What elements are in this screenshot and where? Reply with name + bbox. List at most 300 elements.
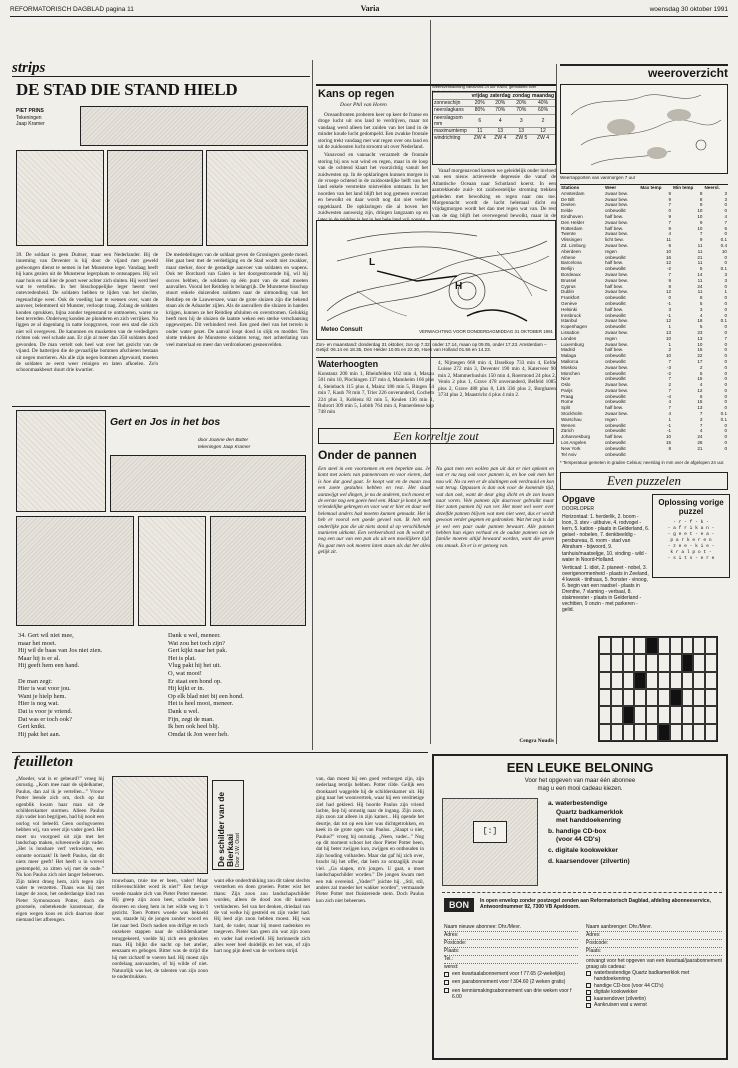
form-field[interactable] — [586, 940, 722, 948]
form-option-checkbox[interactable] — [444, 979, 578, 985]
weer-value: zwaar bew. — [605, 219, 628, 225]
weer-value: 24 — [697, 434, 703, 440]
puzzel-cell[interactable] — [611, 654, 623, 671]
beloning-gift-list — [548, 800, 724, 888]
solution-line: - a f r i k a n - — [667, 526, 715, 531]
weer-value: zwaar bew. — [605, 289, 628, 295]
form-option-checkbox[interactable] — [586, 1002, 722, 1008]
pressure-map: H L Meteo Consult VERWACHTING VOOR DONDERDAGMIDDAG 31 OKTOBER 1991 — [316, 220, 556, 340]
form-field-label: Plaats: — [586, 948, 602, 954]
form-left-title[interactable]: Naam nieuwe abonnee: Dhr./Mevr. — [444, 924, 578, 932]
weer-value: 9 — [668, 225, 672, 231]
puzzel-cell[interactable] — [682, 724, 694, 741]
pressure-map-drawing — [317, 221, 555, 339]
weer-station: Warschau — [561, 416, 582, 422]
puzzel-cell[interactable] — [682, 689, 694, 706]
weer-value: 4 — [668, 411, 672, 417]
weer-value: onbewolkt — [605, 376, 626, 382]
column-divider-1 — [312, 60, 313, 750]
weer-value: 0.1 — [720, 411, 727, 417]
weer-value: onbewolkt — [605, 428, 626, 434]
weer-value: 0 — [724, 208, 727, 214]
weer-station: Nice — [561, 376, 571, 382]
weer-value: zwaar bew. — [605, 329, 628, 335]
weer-value: zwaar bew. — [605, 202, 628, 208]
beloning-subtitle2: mag u een mooi cadeau kiezen. — [537, 786, 623, 792]
puzzel-solution-grid — [653, 520, 729, 562]
poem-line: Dat is voor je vriend. — [18, 707, 73, 715]
weer-value: 10 — [721, 248, 727, 254]
comic2-panel-5 — [210, 516, 306, 626]
weer-value: 15 — [665, 440, 672, 446]
puzzel-cell[interactable] — [599, 706, 611, 723]
weer-station: Istanbul — [561, 318, 578, 324]
forecast-day: vrijdag — [471, 93, 488, 99]
puzzel-cell[interactable] — [623, 654, 635, 671]
gift-item: (voor 44 CD's) — [556, 836, 601, 844]
weer-value: 0 — [724, 254, 727, 260]
puzzel-cell[interactable] — [611, 689, 623, 706]
forecast-header-row — [433, 93, 555, 100]
weer-value: 4 — [724, 213, 727, 219]
weer-value: 4 — [699, 428, 703, 434]
weer-value: -1 — [667, 312, 672, 318]
solution-line: p a r k e r e n — [670, 538, 712, 543]
comic2-panel-3 — [16, 516, 134, 626]
form-field[interactable] — [586, 948, 722, 956]
weer-value: 0 — [724, 324, 727, 330]
weer-value: 3 — [699, 306, 703, 312]
puzzel-cell[interactable] — [705, 637, 717, 654]
puzzel-cell[interactable] — [599, 724, 611, 741]
forecast-value: ZW 4 — [531, 135, 555, 142]
weer-value: 7 — [668, 219, 672, 225]
forecast-value: 12 — [531, 128, 555, 135]
form-field[interactable] — [444, 948, 578, 956]
weer-value: 10 — [697, 225, 703, 231]
weer-value: onbewolkt — [605, 445, 626, 451]
beloning-box — [432, 754, 728, 1060]
weer-value: half bew. — [605, 283, 624, 289]
puzzel-cell[interactable] — [646, 706, 658, 723]
weer-value: 11 — [697, 289, 703, 295]
weer-value: 7 — [668, 387, 672, 393]
puzzel-cell[interactable] — [658, 672, 670, 689]
weer-value: half bew. — [605, 225, 624, 231]
weer-value: 21 — [697, 445, 703, 451]
weer-header-cell: Weer — [605, 185, 617, 190]
comic2-poem-right — [168, 632, 308, 742]
issue-date: woensdag 30 oktober 1991 — [649, 6, 728, 13]
pressure-map-logo: Meteo Consult — [321, 327, 363, 333]
puzzel-cell[interactable] — [658, 637, 670, 654]
weer-station: Cyprus — [561, 283, 576, 289]
forecast-row-label: neerslagkans — [433, 107, 471, 114]
weer-value: 0 — [724, 440, 727, 446]
puzzel-cell[interactable] — [646, 724, 658, 741]
weer-value: onbewolkt — [605, 393, 626, 399]
forecast-row-label: maximumtemp — [433, 128, 471, 135]
weer-value: onbewolkt — [605, 440, 626, 446]
weer-value: zwaar bew. — [605, 364, 628, 370]
puzzel-cell[interactable] — [670, 689, 682, 706]
feuilleton-col1: „Moeder, wat is er gebeurd?” vroeg hij onrustig. „Kom mee naar de sijdelkamer, Paulus, dan zal ik je vertellen...” Vrouw Potter leende zich om, doch op dat ogenblik kwam haar man uit de schilderskamer stormen. Alleen Paulus zijn vader kon begrijpen, had hij nooit een oorlog vol beleefd. Geen oorlogvoeren hebben wij, van weer zijn vader goed. Het moet nu voorgoed uit zijn met het landschap maken, schreeuwde zijn vader. „Het is lonsbare verf verkwisten, een onnutte oorzaak! Ik heeft Paulus, dat dit niets meer geeft! Het heeft u in wrevel gestempeld, zo zitten wij met de oude.” Nu kon Paulus zich niet langer beheersen. Zijn talent droeg hem, zich tegen zijn vader te verzetten. Thans was hij met langer de zoon, het onderdanige kind van Pieter Symonszoon Potter, doch de grootsele, onbetekende kunstenaar, die eigen wegen koos en zich daarvan door niemand liet afbrengen. — [16, 776, 104, 923]
beloning-subtitle1: Voor het opgeven van maar één abonnee — [524, 778, 636, 784]
weer-value: 8 — [668, 242, 672, 248]
feuilleton-col4: van, dan moest hij een goed verborgen zijn, zijn nederlaag terstijs hebben. Potter rilde. Gelijk een dronkaard waggelde hij de schilderskamer uit. Hij ging naar het woonvertrek, waar hij een verdrietige ziel had gekleed. Hij hoorde Paulus zijn vriend lachte, liep hij onrustig naar de ingang. Zijn zoon, zijn zoon zat alleen in zijn kamer... Hij opende het deurtje, dat tot op een kier was dichtgetrokken, en keek in de grote ogen van Paulus. „Slaapt u niet, Paulus?” vroeg hij onrustig. „Neen, vader...” Nog op dit moment schoot het door Pieter Potter heen, dat hij beter zwijgen kon, zwijgen en onthouden in zijn houding volharden. Maar dat gaf hij zich over, bracht hij het offer, dat hem zo ontzaglijk zwaar viel. „Ga slapen, m'n jongen. U gaat, u moet landschapschilder worden.” De jongen kwam met een ruk overeind. „Vader!” juichte hij. „Stil, stil, anders zal moeder het wakker worden”, vermaande Pieter Potter met fluisterende stem. Doch Paulus kon zich niet beheersen. — [316, 776, 424, 904]
weer-station: Aberdeen — [561, 248, 581, 254]
weer-value: zwaar bew. — [605, 411, 628, 417]
puzzel-cell[interactable] — [611, 724, 623, 741]
poem-line: Dank u wel, meneer. — [168, 632, 221, 639]
puzzel-cell[interactable] — [670, 672, 682, 689]
weer-station: Moskou — [561, 364, 578, 370]
puzzel-cell[interactable] — [705, 724, 717, 741]
forecast-value: 3 — [512, 114, 532, 127]
weer-value — [672, 452, 703, 458]
weer-table — [560, 184, 728, 460]
poem-line: Dat was er toch ook? — [18, 715, 72, 723]
puzzel-cell[interactable] — [623, 724, 635, 741]
weer-value: 0 — [668, 208, 672, 214]
weer-station: Zd. Limburg — [561, 242, 586, 248]
weer-value: 17 — [697, 358, 703, 364]
weer-footnote: * Temperatuur gemeten in graden Celsius; neerslag in mm over de afgelopen 24 uur. — [560, 460, 725, 465]
forecast-row — [433, 114, 555, 127]
weer-value: 6 — [699, 393, 703, 399]
weer-value: 0 — [724, 306, 727, 312]
puzzel-cell[interactable] — [646, 637, 658, 654]
poem-line: Het is plat. — [168, 654, 196, 662]
puzzel-cell[interactable] — [623, 672, 635, 689]
weer-value: onbewolkt — [605, 266, 626, 272]
form-wenst: wenst: — [444, 964, 459, 970]
forecast-value: 4 — [489, 114, 512, 127]
waterhoogten-text1: Konstanz 200 min 1, Rheinfelden 162 min 4, Maxau 501 min 10, Plochingen 137 min 4, Mannheim 166 plus 4, Steinbach 115 plus 4, Mainz 186 min 5, Bingen 54 min 7, Kaub 78 min 7, Trier 226 onveranderd, Cochem 224 plus 3, Koblenz 82 min 5, Keulen 136 min 1, Ruhrort 309 min 5, Lobith 764 min 4, Pannerdense kop 748 min — [318, 371, 434, 416]
weer-station: Los Angeles — [561, 440, 587, 446]
form-option-label: waterbestendige Quartz badkamerklok met handdoekenring — [594, 970, 690, 983]
weer-value: 9 — [668, 213, 672, 219]
comic1-panel-1 — [80, 106, 308, 146]
puzzel-cell[interactable] — [658, 689, 670, 706]
weer-value — [703, 452, 728, 458]
waterhoogten-text2: 4, Nijmegen 668 min 4, IJsselkop 733 min 4, Eefde Luisse 272 min 3, Deventer 190 min 4, Katerveer 90 min 2, Mammerhusluis 150 min 4, Roermond 24 plus 2, Venlo 2 plus 1, Grave 478 onveranderd, Belfeld 1085 plus 2, Grave 488 plus 8, Lith 336 plus 2, Borgharen 3734 plus 2, Maastricht 4 plus 4 min 2. — [438, 360, 556, 399]
forecast-row-label: neerslagsom mm — [433, 114, 471, 127]
puzzel-cell[interactable] — [623, 689, 635, 706]
puzzel-cell[interactable] — [599, 689, 611, 706]
weer-value: 3 — [724, 271, 727, 277]
weer-station: Barcelona — [561, 260, 582, 266]
puzzel-cell[interactable] — [705, 706, 717, 723]
comic1-panel-4 — [206, 150, 308, 246]
weer-value: 0 — [724, 295, 727, 301]
poem-line: Gert knikt. — [18, 723, 46, 731]
weer-value: 0 — [724, 387, 727, 393]
kans-para1: Oceaanfronten proberen keer op keer de franse en droge lucht uit ons land te verdrijven, maar tot vandaag werd alleen het zuiden van het land in de minder koude lucht gedompeld. Een zwakke frontale storing trekt vandaag met wat regen over ons land en uit de zuidoosten lucht stroomt uit over Nederland. — [318, 112, 428, 151]
weer-value: 0 — [668, 295, 672, 301]
comic1-drawings: Tekeningen — [16, 115, 42, 121]
weer-value: half bew. — [605, 306, 624, 312]
weer-value: 0 — [724, 329, 727, 335]
weer-value: half bew. — [605, 347, 624, 353]
weer-value: 0.1 — [720, 318, 727, 324]
weer-value: 9 — [668, 190, 672, 196]
poem-line: maar het moet. — [18, 639, 57, 647]
weer-value: 2 — [699, 364, 703, 370]
weer-value: 5 — [699, 324, 703, 330]
weer-header-cell: Min temp — [673, 185, 694, 190]
form-right-fields — [586, 932, 722, 956]
puzzel-cell[interactable] — [705, 689, 717, 706]
form-field[interactable] — [586, 932, 722, 940]
weer-value: 10 — [697, 208, 703, 214]
puzzel-cell[interactable] — [634, 672, 646, 689]
weer-station: New York — [561, 445, 581, 451]
weer-value: zwaar bew. — [605, 242, 628, 248]
feuilleton-col2: trouwbaan, truie me er heen, vader! Maar trillevenschilder word ik niet!” Een hevige woede maakte zich van Pieter Potter meester. Hij greep zijn zoon beet, schudde hem dooreen en sloeg hem in het wilde weg in 't gezicht. Toen Potters woede was bekoeld was, staarde hij de jongen zonder woord en liet naar bed. Doch nadien ons drifige en toch onzekere stappen naar de schilderskamer teruggekeerd, voelde hij zich een gebroken man. Hij blijkt die nacht op het atelier, eenzaam en gebogen. Bitter was de strijd die hij met zichzelf te voeren had. Hij moest zijn oordelaag aanvaarden, of hij wilde of niet. Natuurlijk was het, de talenten van zijn zoon te onderdrukken. — [112, 878, 208, 981]
weer-value: 3 — [724, 190, 727, 196]
comic1-title: DE STAD DIE STAND HIELD — [16, 80, 238, 99]
gift-item: met handdoekenring — [556, 817, 621, 825]
weer-value: 24 — [697, 283, 703, 289]
weer-station: Zürich — [561, 428, 574, 434]
puzzel-cell[interactable] — [646, 672, 658, 689]
puzzel-cell[interactable] — [646, 654, 658, 671]
weer-value: onbewolkt — [605, 422, 626, 428]
puzzel-cell[interactable] — [634, 724, 646, 741]
weer-value: -3 — [667, 364, 672, 370]
forecast-value: 80% — [471, 107, 489, 114]
poem-line: Hier is nog wat. — [18, 700, 59, 708]
kans-para2: Vanavond en vannacht verzamelt de frontale storing bij ons wat wind en regen, maar in de loop van de ochtend klaart het voorzichtig vanuit het zuidwesten op. In de opklaringen kunnen morgen in de vroege ochtend in de zuidoostelijke helft van het land enkele verstrekte mistvelden ontstaan. In het noorden van het land blijft het nog gemeen overcast en bewolkt en daar wordt nog dat niet verder opgeklaard. De opklaringen die al boven het zuidwesten aanwezig zijn, dringen langzaam op en — [318, 152, 428, 217]
weer-value: 2 — [668, 347, 672, 353]
feuilleton-book-author: Door J.W. Oost — [235, 833, 241, 867]
puzzel-cell[interactable] — [670, 706, 682, 723]
weer-value: -4 — [667, 393, 672, 399]
puzzel-cell[interactable] — [634, 706, 646, 723]
weer-station: Kopenhagen — [561, 324, 588, 330]
forecast-day: zondag — [512, 93, 531, 99]
weer-row — [560, 452, 728, 458]
weer-value: half bew. — [605, 434, 624, 440]
weer-value: 10 — [665, 335, 672, 341]
korreltje-col2: Nu gaat men een wollen pan uit dat er niet opkomt en wat er nu nog ook voor pannen is, en hoe ook men het nou wil. Na ca een er de sluitingen ook verdraaid en kon wat terug. Oppassen is dan ook voor de komende tijd, wat dan ook, want de deur ging dicht en de zon kwam naar voren. Vele pannen zijn daarvoor gebruikt maar hier zaten pannen bij van ver. Het moet wel weer over dezelfde pannen blijven wat men niet weet, dus er wordt gewoon verder gegeten en gedronken. Wat het zegt is dat je wel een paar oude pannen bewaart. Alle pannen hebben hun eigen verhaal en de oudste pannen van de familie moeten altijd bewaard worden, want die geven ons smaak. En er is er genoeg van. — [436, 466, 554, 549]
poem-line: Hij pakt het aan. — [18, 730, 61, 738]
weer-value: zwaar bew. — [605, 318, 628, 324]
weer-station: Helsinki — [561, 306, 578, 312]
weer-value: 3 — [724, 277, 727, 283]
forecast-day: maandag — [532, 93, 554, 99]
form-field[interactable] — [444, 956, 578, 964]
weer-station: Rome — [561, 399, 574, 405]
weer-station: Vlissingen — [561, 237, 582, 243]
puzzel-cell[interactable] — [623, 637, 635, 654]
puzzel-cell[interactable] — [646, 689, 658, 706]
weer-value: 4 — [699, 312, 703, 318]
puzzel-title: Opgave — [562, 494, 596, 504]
puzzel-cell[interactable] — [693, 637, 705, 654]
weer-value: 9 — [699, 237, 703, 243]
weer-value: 2 — [668, 382, 672, 388]
weer-value: 0 — [724, 399, 727, 405]
kans-title: Kans op regen — [318, 88, 395, 100]
weer-value: half bew. — [605, 260, 624, 266]
feuilleton-col3: want elke onderdrukking zou dit talent slechts versterken en doen groeien. Potter wist het thans: Zijn zoon zou landschapschilder worden, alleen de dood zou dit kunnen verhinderen. Sel van het denken, driedaal van de val welke hij gestreld en zijn vader had. Hij leed zijn zoon hebben moest. Hij was hard, de vader, maar hij moest nadenken en toegeven. Pieter kan geen zin wat zijn zoon en vader had overleefd. Hij herinnerde zich alles weer heel duidelijk en het was, of zijn hart nog pijn deed van de verloren strijd. — [214, 878, 310, 955]
weer-value: onbewolkt — [605, 254, 626, 260]
form-field-label: Adres: — [586, 932, 601, 938]
form-field[interactable] — [444, 940, 578, 948]
weer-value: 0 — [724, 445, 727, 451]
form-option-label: een kennismakingsabonnement van drie weken voor f 6.00 — [452, 987, 572, 1001]
gift-item: a. waterbestendige — [548, 800, 608, 807]
puzzel-cell[interactable] — [634, 637, 646, 654]
kans-forecast-table — [432, 91, 556, 165]
puzzel-cell[interactable] — [599, 672, 611, 689]
puzzel-cell[interactable] — [599, 637, 611, 654]
poem-line: Hier is wat voor jou. — [18, 685, 71, 693]
comic2-panel-4 — [138, 516, 206, 626]
forecast-value: ZW 4 — [471, 135, 489, 142]
forecast-day: zaterdag — [489, 93, 511, 99]
puzzel-cell[interactable] — [693, 672, 705, 689]
puzzel-cell[interactable] — [611, 637, 623, 654]
beloning-gifts-photo — [442, 798, 538, 886]
weer-value: 15 — [697, 347, 703, 353]
weer-value: 7 — [699, 411, 703, 417]
sun-moon-text: Zon- en maanstand: donderdag 31 oktober, zon op 7.32, onder 17.14, maan op 09.05, onder 17.23. Amsterdam – Getijd: 06.14 en 18.35, Den Helder 10.05 en 22.30, Hoek van Holland 01.56 en 14.23. — [316, 342, 547, 353]
weer-value: 0 — [724, 364, 727, 370]
weer-value: 0.1 — [720, 237, 727, 243]
kans-forecast-grid — [433, 92, 555, 141]
weer-station: Mallorca — [561, 358, 579, 364]
forecast-value: 60% — [531, 107, 555, 114]
form-option-checkbox[interactable] — [444, 971, 578, 977]
feuilleton-label: feuilleton — [14, 754, 74, 770]
weer-value: zwaar bew. — [605, 387, 628, 393]
puzzel-cell[interactable] — [705, 654, 717, 671]
form-option-checkbox[interactable] — [586, 970, 722, 983]
puzzel-cell[interactable] — [705, 672, 717, 689]
weer-value: regen — [605, 416, 617, 422]
forecast-row — [433, 107, 555, 114]
puzzel-cell[interactable] — [670, 724, 682, 741]
puzzel-solution-box — [652, 494, 730, 578]
puzzel-cell[interactable] — [634, 689, 646, 706]
weer-station: Luxemburg — [561, 341, 584, 347]
weer-value: 7 — [668, 376, 672, 382]
weer-value: 0.4 — [720, 242, 727, 248]
puzzel-cell[interactable] — [682, 654, 694, 671]
puzzel-cell[interactable] — [658, 706, 670, 723]
weer-value: 12 — [697, 387, 703, 393]
puzzel-cell[interactable] — [693, 689, 705, 706]
weer-station: Rotterdam — [561, 225, 583, 231]
weer-station: De Bilt — [561, 196, 575, 202]
puzzel-cell[interactable] — [634, 654, 646, 671]
poem-line: Dank u wel. — [168, 707, 200, 715]
puzzel-cell[interactable] — [658, 654, 670, 671]
puzzel-cell[interactable] — [682, 637, 694, 654]
weer-value: 10 — [665, 434, 672, 440]
weer-value: zwaar bew. — [605, 382, 628, 388]
puzzel-cell[interactable] — [693, 654, 705, 671]
weer-value: half bew. — [605, 405, 624, 411]
puzzel-cell[interactable] — [611, 672, 623, 689]
form-option-label: een kwartaalabonnement voor f 77.65 (2-wekelijks) — [452, 971, 566, 977]
puzzel-cell[interactable] — [693, 706, 705, 723]
weer-value: -1 — [667, 422, 672, 428]
strips-rule — [12, 76, 310, 77]
weer-station: Amsterdam — [561, 190, 585, 196]
form-option-checkbox[interactable] — [444, 988, 578, 1001]
comic1-text-left: 39. De soldaat is geen Duitser, maar een Nederlander. Bij de inneming van Deventer is hij door de vijand met geweld gedwongen dienst te nemen in het Munsterse leger. Vandaag heeft hij kans gezien uit de Munsterse legerplaats te ontsnappen. Hij wil naar huis en zal hier de poort weer achter zich sluiten. Hij werd heel wat te vertellen. In het bisschoppelijke leger heerst veel ontevredenheid. De soldaten hebben te lijden van het slechte, regenachtige weer. Ook de voeding laat te wensen over, want de aanvoer, belemmerd uit Munster, verloopt traag. Zolang de soldaten konden oprukken, bijna zonder tegenstand te ontmoeten, waren ze best tevreden. Onderweg konden ze plunderen en zich verrijken. Nu liggen ze al dagenlang in natte loopgraven, voor een stad die zich niet wil overgeven. De kanonnen en musketten van de verdedigers richten ook veel schade aan. Er zijn al meer dan 350 soldaten dood gevonden. De man vertelt ook heel wat over het gezicht van de vijand. De batterijen die de gevaarlijke bommen afschieten bestaan uit negen mortieren. Als alle zijn negen bommen afgevuurd, moeten de soldaten ze eerst weer reinigen en laten afkoelen. Zo'n schoonmaakbeurt duurt drie kwartier. — [16, 252, 158, 374]
weer-value: onbewolkt — [605, 358, 626, 364]
poem-line: Omdat ik Jon weer heb. — [168, 730, 229, 738]
weer-value: 26 — [697, 440, 703, 446]
form-field[interactable] — [444, 932, 578, 940]
weer-value: 12 — [665, 289, 672, 295]
gift-item: c. digitale kookwekker — [548, 846, 618, 854]
puzzel-cell[interactable] — [599, 654, 611, 671]
puzzel-cell[interactable] — [670, 637, 682, 654]
poem-line — [18, 670, 168, 678]
poem-line: Op elk blad niet bij een hond. — [168, 692, 244, 700]
puzzel-cell[interactable] — [623, 706, 635, 723]
puzzel-subtitle: DOORLOPER — [562, 506, 594, 512]
paper-name: REFORMATORISCH DAGBLAD pagina 11 — [10, 6, 134, 13]
form-left-options — [444, 971, 578, 1001]
weer-value: 1 — [724, 289, 727, 295]
form-right-title[interactable]: Naam aanbrenger: Dhr./Mevr. — [586, 924, 722, 932]
forecast-value: 70% — [512, 107, 532, 114]
puzzel-cell[interactable] — [682, 672, 694, 689]
weer-value: 0 — [724, 434, 727, 440]
puzzel-grid[interactable] — [598, 636, 718, 742]
weer-value: 8 — [668, 445, 672, 451]
puzzel-cell[interactable] — [658, 724, 670, 741]
weer-value: 7 — [668, 358, 672, 364]
weer-value: 11 — [697, 260, 703, 266]
weer-value: 0 — [724, 422, 727, 428]
puzzel-cell[interactable] — [693, 724, 705, 741]
weer-value: zwaar bew. — [605, 231, 628, 237]
forecast-header-cell — [433, 93, 471, 100]
weer-value: 3 — [699, 416, 703, 422]
weer-station: Wenen — [561, 422, 576, 428]
weer-value: 13 — [697, 335, 703, 341]
weer-value: 7 — [699, 422, 703, 428]
weer-station: Madrid — [561, 347, 576, 353]
comic2-poem-left — [18, 632, 168, 742]
poem-line: O, wat mooi! — [168, 669, 202, 677]
weer-value: zwaar bew. — [605, 190, 628, 196]
puzzel-cell[interactable] — [611, 706, 623, 723]
solution-line: - g e e t - e a - — [667, 532, 715, 537]
weer-station: Bordeaux — [561, 271, 581, 277]
weer-value: zwaar bew. — [605, 277, 628, 283]
weer-value: 7 — [668, 271, 672, 277]
solution-line: - r - f - k - — [673, 520, 709, 525]
bon-form-left — [444, 924, 578, 1058]
puzzel-cell[interactable] — [682, 706, 694, 723]
weer-value: 8 — [699, 295, 703, 301]
form-option-label: digitale kookwekker — [594, 989, 638, 996]
puzzel-cell[interactable] — [670, 654, 682, 671]
poem-line: Het is heel mooi, meneer. — [168, 700, 234, 708]
kans-bottom-rule — [316, 357, 556, 358]
feuilleton-book-title: De schilder van de Bierkaai — [216, 791, 235, 867]
weer-value: 10 — [697, 341, 703, 347]
